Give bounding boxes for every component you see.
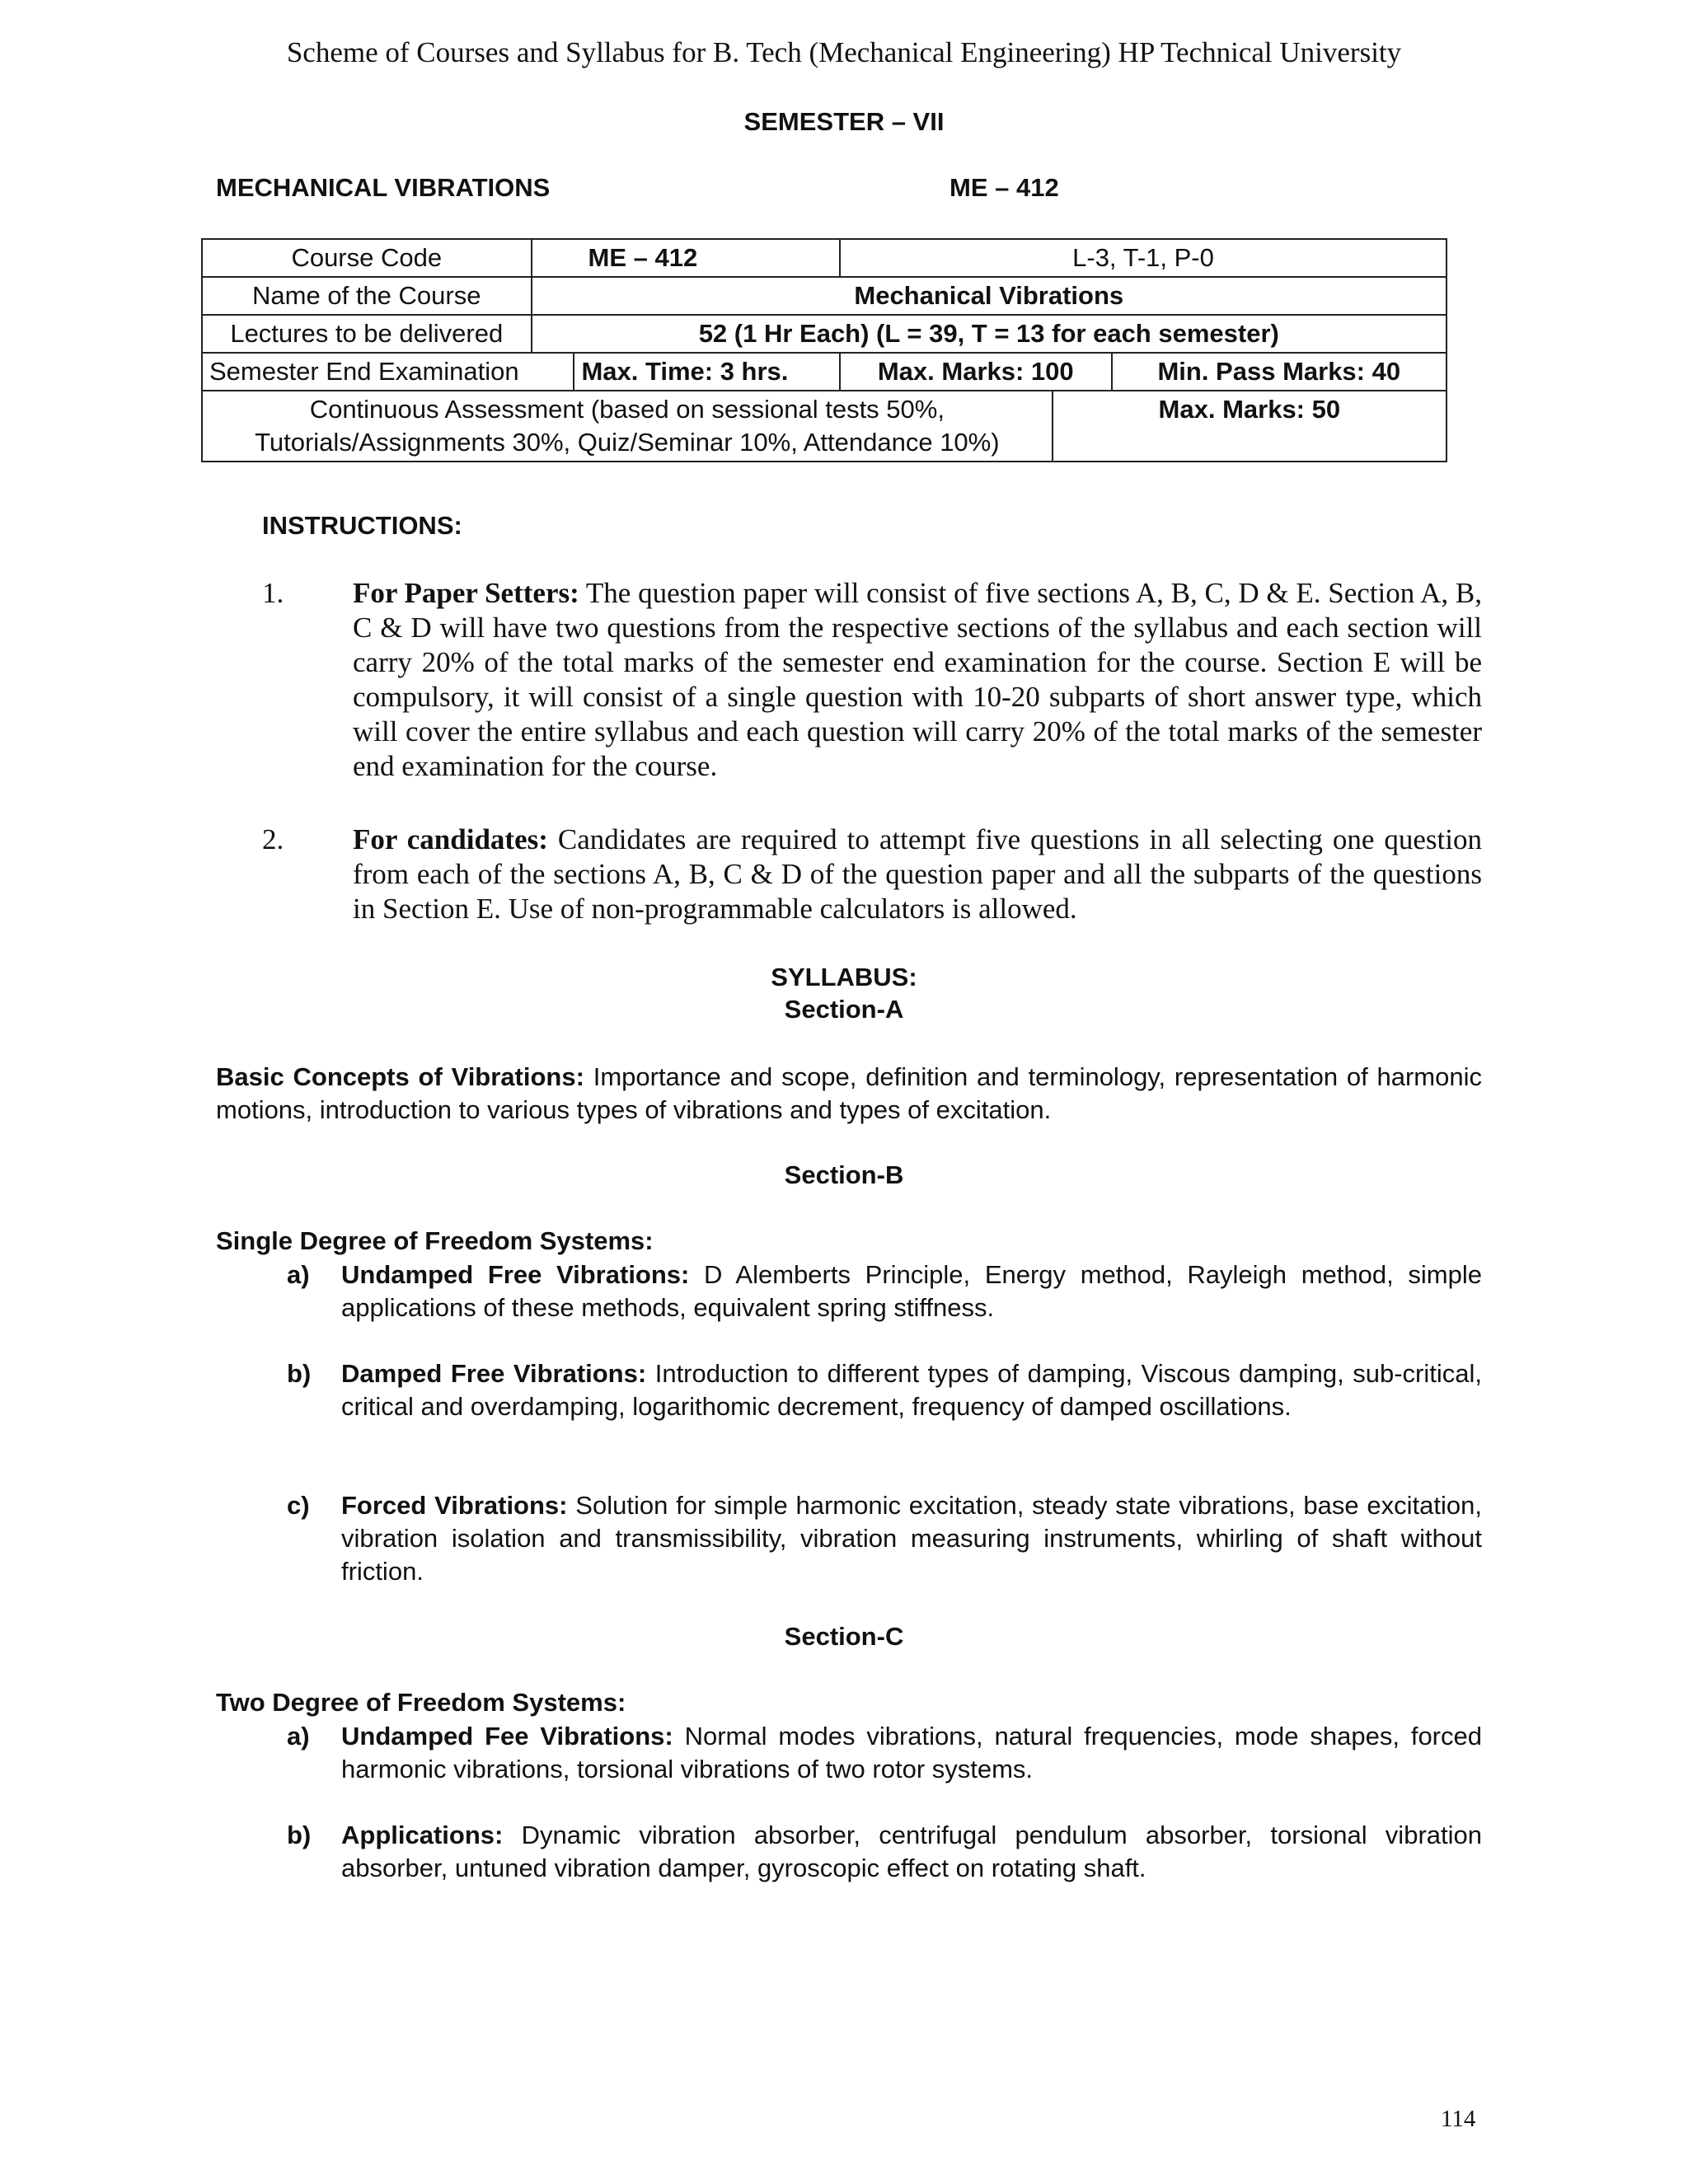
table-row xyxy=(202,391,1447,462)
item-label: a) xyxy=(287,1260,310,1289)
instruction-text: Candidates are required to attempt five questions in all selecting one question from each of the sections A, B, C & D of the question paper and all the subparts of the questions in Section E. Use of non-programmable calculators is allowed. xyxy=(353,823,1483,925)
syllabus-item xyxy=(287,1819,1482,1885)
table-row xyxy=(202,239,1447,277)
continuous-assessment-marks: Max. Marks: 50 xyxy=(1053,391,1447,462)
item-label: b) xyxy=(287,1359,312,1388)
instructions-heading: INSTRUCTIONS: xyxy=(262,511,462,540)
instruction-text: The question paper will consist of five sections A, B, C, D & E. Section A, B, C & D will have two questions from the respective sections of the syllabus and each section will carry 20% of the total marks of the semester end examination for the course. Section E will be compulsory, it will consist of a single question with 10-20 subparts of short answer type, which will cover the entire syllabus and each question will carry 20% of the total marks of the semester end examination for the course. xyxy=(353,577,1482,782)
item-text: Introduction to different types of damping, Viscous damping, sub-critical, critical and overdamping, logarithomic decrement, frequency of damped oscillations. xyxy=(341,1359,1482,1421)
section-a-text: Importance and scope, definition and terminology, representation of harmonic motions, introduction to various types of vibrations and types of excitation. xyxy=(216,1062,1483,1124)
course-code-value: ME – 412 xyxy=(532,239,840,277)
table-row xyxy=(202,315,1447,353)
course-name-value: Mechanical Vibrations xyxy=(532,277,1447,315)
syllabus-item xyxy=(287,1489,1482,1588)
item-label: c) xyxy=(287,1491,310,1520)
item-title: Applications: xyxy=(341,1821,504,1849)
item-title: Undamped Free Vibrations: xyxy=(341,1260,690,1289)
exam-label: Semester End Examination xyxy=(202,353,574,391)
section-a-title: Basic Concepts of Vibrations: xyxy=(216,1062,584,1091)
instruction-item xyxy=(262,576,1482,784)
item-label: a) xyxy=(287,1722,310,1750)
section-c-heading: Section-C xyxy=(784,1622,904,1651)
section-c-subheading: Two Degree of Freedom Systems: xyxy=(216,1688,626,1717)
item-text: Solution for simple harmonic excitation, steady state vibrations, base excitation, vibration isolation and transmissibility, vibration measuring instruments, whirling of shaft without friction. xyxy=(341,1491,1482,1586)
ltp-value: L-3, T-1, P-0 xyxy=(840,239,1447,277)
instruction-title: For Paper Setters: xyxy=(353,577,579,609)
section-a-content xyxy=(216,1061,1482,1127)
course-code-label: Course Code xyxy=(202,239,532,277)
section-b-subheading: Single Degree of Freedom Systems: xyxy=(216,1226,654,1255)
item-text: D Alemberts Principle, Energy method, Rayleigh method, simple applications of these methods, equivalent spring stiffness. xyxy=(341,1260,1482,1322)
course-title: MECHANICAL VIBRATIONS xyxy=(216,173,551,202)
item-title: Damped Free Vibrations: xyxy=(341,1359,647,1388)
lectures-value: 52 (1 Hr Each) (L = 39, T = 13 for each semester) xyxy=(532,315,1447,353)
syllabus-item xyxy=(287,1258,1482,1324)
item-title: Forced Vibrations: xyxy=(341,1491,568,1520)
section-b-heading: Section-B xyxy=(784,1160,904,1189)
instruction-title: For candidates: xyxy=(353,823,548,855)
instruction-number: 2. xyxy=(262,823,284,855)
course-info-table xyxy=(201,238,1447,462)
syllabus-item xyxy=(287,1720,1482,1786)
table-row xyxy=(202,277,1447,315)
course-name-label: Name of the Course xyxy=(202,277,532,315)
page-number: 114 xyxy=(1441,2106,1476,2132)
continuous-assessment-label: Continuous Assessment (based on sessional tests 50%, Tutorials/Assignments 30%, Quiz/Seminar 10%, Attendance 10%) xyxy=(202,391,1053,462)
semester-heading: SEMESTER – VII xyxy=(743,107,945,136)
item-text: Normal modes vibrations, natural frequencies, mode shapes, forced harmonic vibrations, torsional vibrations of two rotor systems. xyxy=(341,1722,1482,1783)
item-text: Dynamic vibration absorber, centrifugal pendulum absorber, torsional vibration absorber, untuned vibration damper, gyroscopic effect on rotating shaft. xyxy=(341,1821,1482,1882)
page-header: Scheme of Courses and Syllabus for B. Tech (Mechanical Engineering) HP Technical University xyxy=(286,36,1402,68)
min-pass-marks: Min. Pass Marks: 40 xyxy=(1112,353,1447,391)
max-time: Max. Time: 3 hrs. xyxy=(574,353,840,391)
item-title: Undamped Fee Vibrations: xyxy=(341,1722,673,1750)
syllabus-heading: SYLLABUS: xyxy=(771,963,917,991)
item-label: b) xyxy=(287,1821,312,1849)
instruction-number: 1. xyxy=(262,577,284,609)
syllabus-item xyxy=(287,1357,1482,1423)
table-row xyxy=(202,353,1447,391)
course-code-title: ME – 412 xyxy=(950,173,1059,202)
lectures-label: Lectures to be delivered xyxy=(202,315,532,353)
instruction-item xyxy=(262,823,1482,926)
section-a-heading: Section-A xyxy=(784,995,904,1024)
max-marks: Max. Marks: 100 xyxy=(840,353,1112,391)
